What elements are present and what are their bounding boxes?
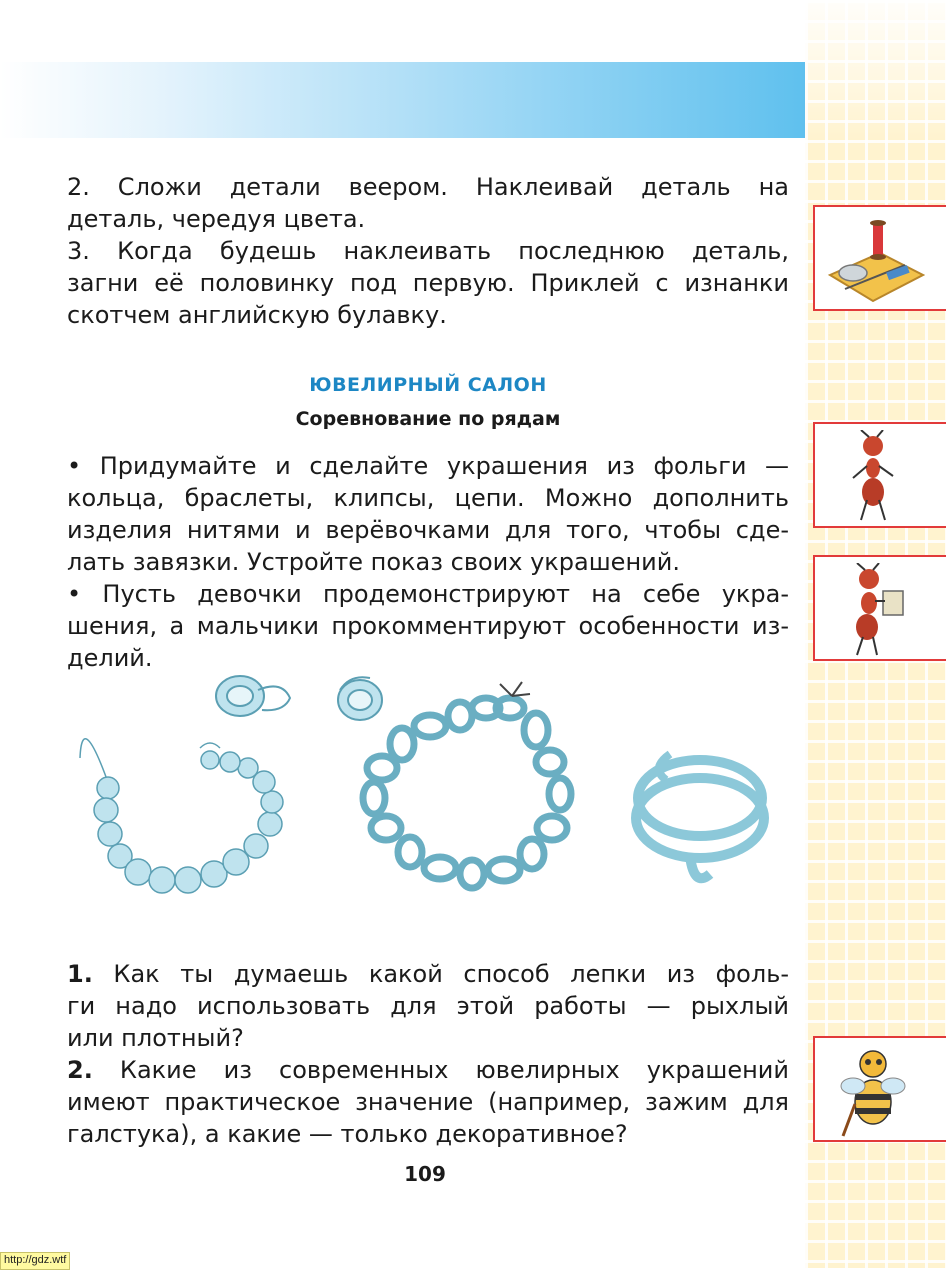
foil-rings-image [216, 676, 382, 720]
step-2-line-1: 2. Сложи детали веером. Наклеивай деталь на [67, 173, 789, 201]
bullet-1-line-4: лать завязки. Устройте показ своих украшений. [67, 548, 680, 576]
craft-tools-icon [825, 213, 925, 305]
step-3-line-1: 3. Когда будешь наклеивать последнюю деталь, [67, 237, 789, 265]
ant-walking-icon [843, 430, 903, 524]
section-title: ЮВЕЛИРНЫЙ САЛОН [309, 374, 547, 396]
question-2-line-2: имеют практическое значение (например, зажим для [67, 1088, 789, 1116]
section-subtitle: Соревнование по рядам [295, 408, 561, 430]
question-1-line-3: или плотный? [67, 1024, 244, 1052]
page-number: 109 [404, 1162, 446, 1186]
top-color-band [0, 62, 810, 138]
foil-beads-necklace-image [80, 739, 283, 893]
bullet-2-line-3: делий. [67, 644, 153, 672]
bullet-2-line-2: шения, а мальчики прокомментируют особенности из- [67, 612, 789, 640]
ant-reading-icon [843, 563, 913, 657]
question-2-line-3: галстука), а какие — только декоративное? [67, 1120, 628, 1148]
watermark-link[interactable]: http://gdz.wtf [0, 1252, 70, 1270]
question-1-line-1 [67, 958, 789, 990]
step-3-line-3: скотчем английскую булавку. [67, 301, 447, 329]
bee-character-icon-box [813, 1036, 946, 1142]
bullet-2-line-1: • Пусть девочки продемонстрируют на себе укра- [67, 580, 789, 608]
bee-character-icon [833, 1044, 913, 1138]
craft-tools-icon-box [813, 205, 946, 311]
question-2-text-1: Какие из современных ювелирных украшений [92, 1056, 789, 1084]
question-1-line-2: ги надо использовать для этой работы — рыхлый [67, 992, 789, 1020]
foil-spiral-bracelet-image [636, 754, 764, 878]
question-1-text-1: Как ты думаешь какой способ лепки из фоль- [92, 960, 789, 988]
question-2-number: 2. [67, 1056, 93, 1084]
foil-jewelry-illustration [70, 668, 790, 918]
ant-reading-icon-box [813, 555, 946, 661]
bullet-1-line-3: изделия нитями и верёвочками для того, чтобы сде- [67, 516, 789, 544]
ant-walking-icon-box [813, 422, 946, 528]
bullet-1-line-1: • Придумайте и сделайте украшения из фольги — [67, 452, 789, 480]
question-1-number: 1. [67, 960, 93, 988]
step-2-line-2: деталь, чередуя цвета. [67, 205, 366, 233]
foil-chain-bracelet-image [363, 682, 571, 888]
question-2-line-1 [67, 1054, 789, 1086]
step-3-line-2: загни её половинку под первую. Приклей с изнанки [67, 269, 789, 297]
bullet-1-line-2: кольца, браслеты, клипсы, цепи. Можно дополнить [67, 484, 789, 512]
